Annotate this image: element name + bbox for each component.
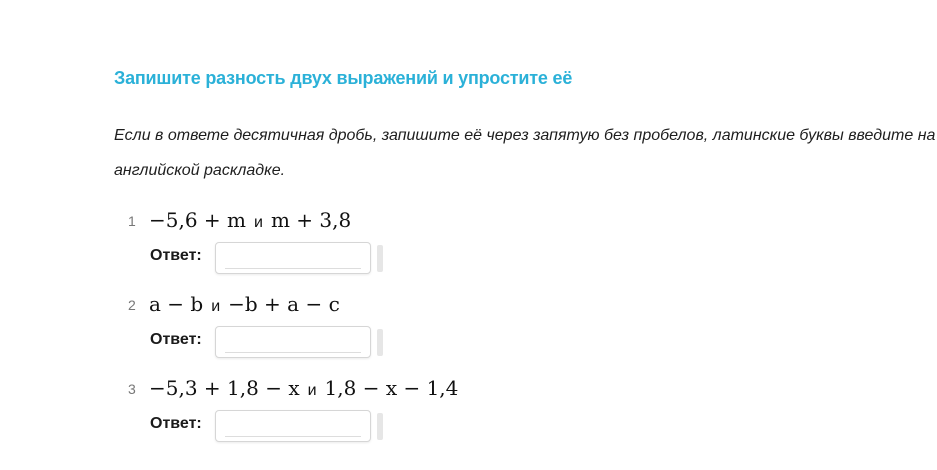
answer-box[interactable] — [215, 326, 371, 358]
problem-number: 2 — [128, 297, 136, 313]
answer-handle — [377, 413, 383, 440]
answer-input[interactable] — [225, 416, 361, 437]
expression-b: m + 3,8 — [270, 208, 352, 232]
answer-label: Ответ: — [150, 331, 202, 348]
answer-label: Ответ: — [150, 247, 202, 264]
expression-conjunction: и — [307, 382, 317, 399]
expression-conjunction: и — [254, 214, 263, 231]
answer-input[interactable] — [225, 332, 361, 353]
answer-label: Ответ: — [150, 415, 202, 432]
task-title: Запишите разность двух выражений и упростите её — [114, 68, 573, 88]
expression-b: 1,8 − x − 1,4 — [324, 376, 459, 400]
task-block — [114, 66, 937, 188]
answer-input[interactable] — [225, 248, 361, 269]
problem-expression — [149, 374, 458, 405]
answer-handle — [377, 329, 383, 356]
expression-a: a − b — [149, 292, 204, 316]
problem-number: 1 — [128, 213, 136, 229]
answer-box[interactable] — [215, 410, 371, 442]
expression-a: −5,3 + 1,8 − x — [149, 376, 300, 400]
problem-number: 3 — [128, 381, 136, 397]
task-instruction: Если в ответе десятичная дробь, запишите её через запятую без пробелов, латинские буквы введите на английской раскладке. — [114, 127, 936, 179]
problem-expression — [149, 206, 351, 237]
answer-box[interactable] — [215, 242, 371, 274]
expression-b: −b + a − c — [228, 292, 340, 316]
problem-expression — [149, 290, 340, 321]
expression-conjunction: и — [211, 298, 221, 315]
answer-handle — [377, 245, 383, 272]
expression-a: −5,6 + m — [149, 208, 247, 232]
